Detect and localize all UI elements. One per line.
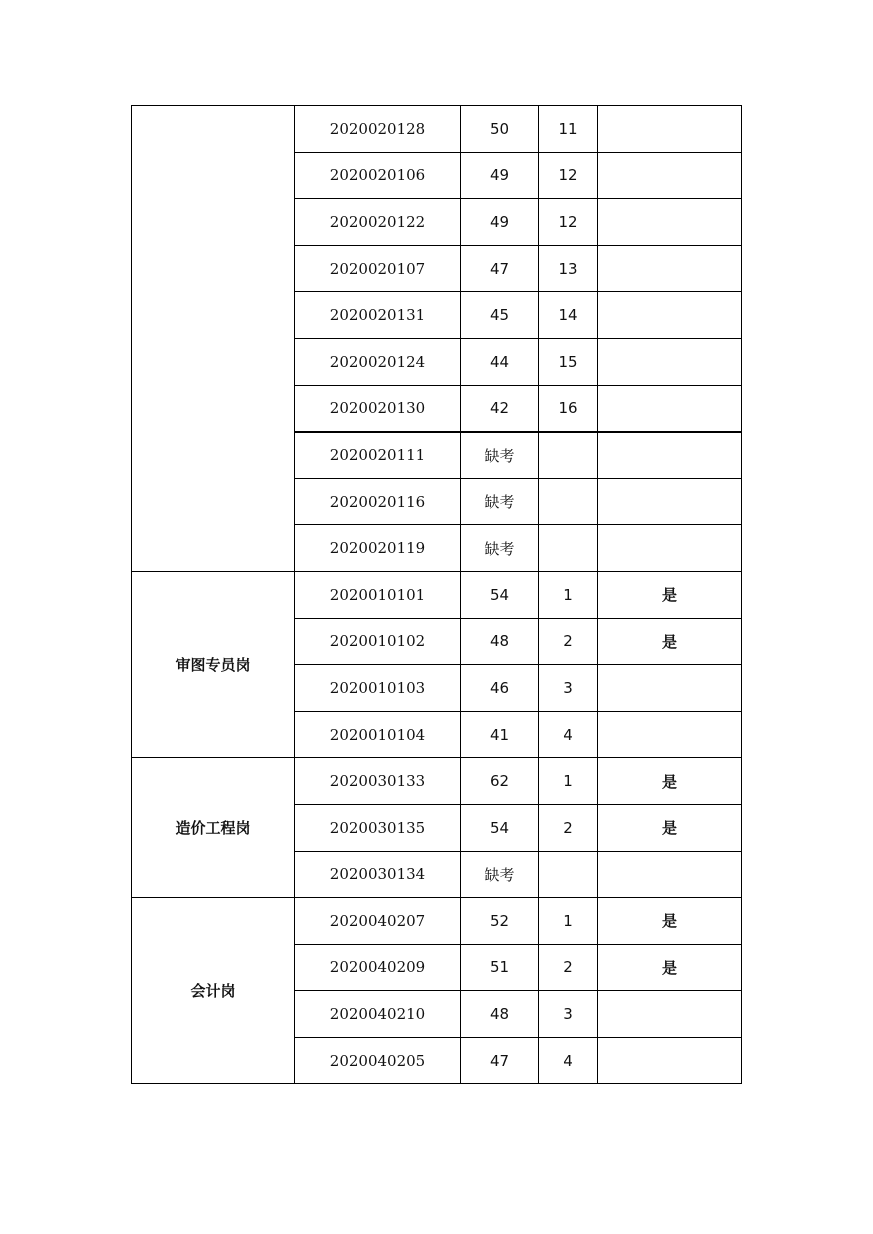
score-cell: 62 bbox=[461, 758, 539, 805]
candidate-id: 2020020107 bbox=[295, 245, 461, 292]
candidate-id: 2020030133 bbox=[295, 758, 461, 805]
interview-flag: 是 bbox=[598, 898, 742, 945]
rank-cell bbox=[539, 432, 598, 479]
interview-flag bbox=[598, 199, 742, 246]
interview-flag bbox=[598, 245, 742, 292]
interview-flag bbox=[598, 152, 742, 199]
interview-flag bbox=[598, 292, 742, 339]
candidate-id: 2020010103 bbox=[295, 665, 461, 712]
rank-cell: 1 bbox=[539, 571, 598, 618]
candidate-id: 2020020116 bbox=[295, 478, 461, 525]
rank-cell: 15 bbox=[539, 338, 598, 385]
candidate-id: 2020020122 bbox=[295, 199, 461, 246]
rank-cell: 3 bbox=[539, 665, 598, 712]
rank-cell bbox=[539, 478, 598, 525]
candidate-id: 2020020124 bbox=[295, 338, 461, 385]
rank-cell bbox=[539, 525, 598, 572]
rank-cell: 1 bbox=[539, 898, 598, 945]
candidate-id: 2020020106 bbox=[295, 152, 461, 199]
candidate-id: 2020040209 bbox=[295, 944, 461, 991]
interview-flag bbox=[598, 525, 742, 572]
score-cell: 45 bbox=[461, 292, 539, 339]
interview-flag bbox=[598, 991, 742, 1038]
rank-cell: 4 bbox=[539, 711, 598, 758]
post-cell bbox=[132, 106, 295, 572]
interview-flag bbox=[598, 106, 742, 153]
rank-cell: 2 bbox=[539, 944, 598, 991]
candidate-id: 2020020131 bbox=[295, 292, 461, 339]
table-row bbox=[132, 758, 742, 805]
rank-cell: 11 bbox=[539, 106, 598, 153]
score-cell: 52 bbox=[461, 898, 539, 945]
score-cell: 48 bbox=[461, 991, 539, 1038]
rank-cell: 2 bbox=[539, 618, 598, 665]
score-cell: 44 bbox=[461, 338, 539, 385]
table-row bbox=[132, 898, 742, 945]
score-cell: 54 bbox=[461, 804, 539, 851]
rank-cell: 2 bbox=[539, 804, 598, 851]
interview-flag bbox=[598, 1037, 742, 1084]
post-cell: 审图专员岗 bbox=[132, 571, 295, 757]
candidate-id: 2020010101 bbox=[295, 571, 461, 618]
interview-flag bbox=[598, 478, 742, 525]
rank-cell: 12 bbox=[539, 199, 598, 246]
score-cell: 49 bbox=[461, 152, 539, 199]
interview-flag bbox=[598, 385, 742, 432]
candidate-id: 2020030134 bbox=[295, 851, 461, 898]
candidate-id: 2020040207 bbox=[295, 898, 461, 945]
candidate-id: 2020030135 bbox=[295, 804, 461, 851]
interview-flag bbox=[598, 851, 742, 898]
rank-cell: 12 bbox=[539, 152, 598, 199]
rank-cell: 16 bbox=[539, 385, 598, 432]
rank-cell: 3 bbox=[539, 991, 598, 1038]
interview-flag: 是 bbox=[598, 758, 742, 805]
results-table bbox=[131, 105, 742, 1084]
rank-cell: 4 bbox=[539, 1037, 598, 1084]
score-cell: 46 bbox=[461, 665, 539, 712]
interview-flag: 是 bbox=[598, 618, 742, 665]
candidate-id: 2020040205 bbox=[295, 1037, 461, 1084]
candidate-id: 2020010102 bbox=[295, 618, 461, 665]
interview-flag: 是 bbox=[598, 944, 742, 991]
score-cell: 41 bbox=[461, 711, 539, 758]
score-cell: 49 bbox=[461, 199, 539, 246]
score-cell: 47 bbox=[461, 245, 539, 292]
post-cell: 造价工程岗 bbox=[132, 758, 295, 898]
candidate-id: 2020010104 bbox=[295, 711, 461, 758]
score-cell: 50 bbox=[461, 106, 539, 153]
interview-flag bbox=[598, 711, 742, 758]
score-cell: 51 bbox=[461, 944, 539, 991]
candidate-id: 2020020111 bbox=[295, 432, 461, 479]
score-cell: 42 bbox=[461, 385, 539, 432]
rank-cell: 14 bbox=[539, 292, 598, 339]
candidate-id: 2020020130 bbox=[295, 385, 461, 432]
score-cell: 48 bbox=[461, 618, 539, 665]
score-cell: 缺考 bbox=[461, 478, 539, 525]
table-row bbox=[132, 571, 742, 618]
score-cell: 缺考 bbox=[461, 851, 539, 898]
score-cell: 54 bbox=[461, 571, 539, 618]
candidate-id: 2020020119 bbox=[295, 525, 461, 572]
score-cell: 缺考 bbox=[461, 432, 539, 479]
rank-cell: 13 bbox=[539, 245, 598, 292]
interview-flag bbox=[598, 432, 742, 479]
score-cell: 缺考 bbox=[461, 525, 539, 572]
table-row bbox=[132, 106, 742, 153]
interview-flag bbox=[598, 665, 742, 712]
interview-flag bbox=[598, 338, 742, 385]
candidate-id: 2020020128 bbox=[295, 106, 461, 153]
candidate-id: 2020040210 bbox=[295, 991, 461, 1038]
rank-cell: 1 bbox=[539, 758, 598, 805]
interview-flag: 是 bbox=[598, 804, 742, 851]
rank-cell bbox=[539, 851, 598, 898]
score-cell: 47 bbox=[461, 1037, 539, 1084]
post-cell: 会计岗 bbox=[132, 898, 295, 1084]
interview-flag: 是 bbox=[598, 571, 742, 618]
